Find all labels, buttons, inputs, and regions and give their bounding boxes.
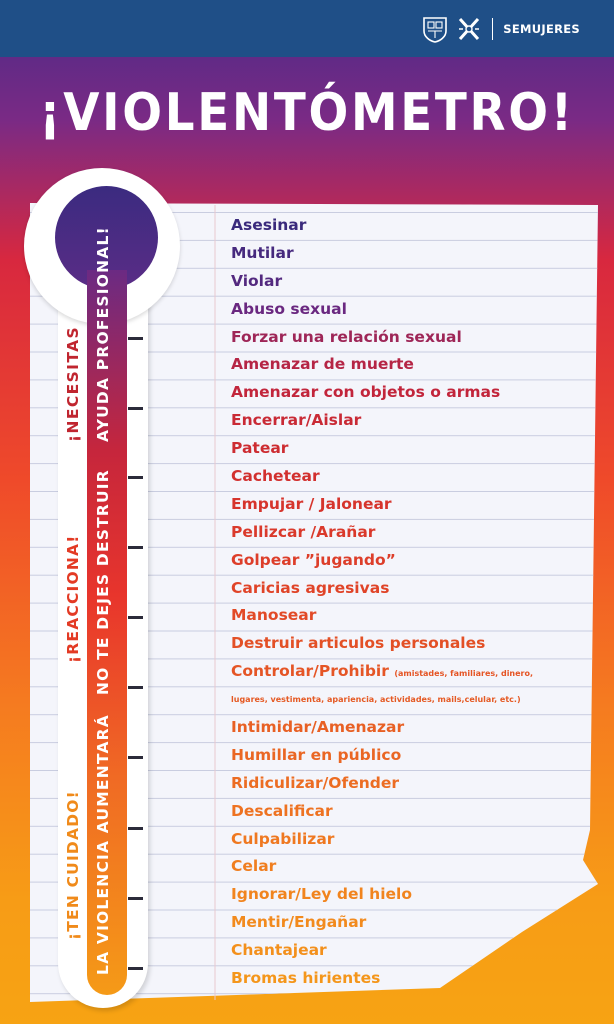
list-item	[231, 435, 591, 463]
list-item	[231, 212, 591, 240]
list-item-text: Amenazar de muerte	[231, 355, 414, 374]
list-item	[231, 630, 591, 658]
list-item	[231, 407, 591, 435]
list-item-text: Encerrar/Aislar	[231, 411, 362, 430]
list-item-text: Forzar una relación sexual	[231, 327, 462, 346]
list-item	[231, 519, 591, 547]
list-item-text: Controlar/Prohibir	[231, 662, 389, 681]
scale-tick	[128, 546, 143, 549]
list-item	[231, 881, 591, 909]
scale-tick	[128, 407, 143, 410]
list-item	[231, 909, 591, 937]
list-item-text: Empujar / Jalonear	[231, 494, 392, 513]
list-item-note: (amistades, familiares, dinero,	[394, 669, 534, 679]
list-item	[231, 463, 591, 491]
list-item-text: Caricias agresivas	[231, 578, 390, 597]
list-item	[231, 686, 591, 714]
label-reacciona: ¡REACCIONA!	[64, 534, 82, 663]
list-item-text: Manosear	[231, 606, 317, 625]
list-item-text: Celar	[231, 857, 277, 876]
list-item	[231, 602, 591, 630]
list-item-text: Pellizcar /Arañar	[231, 522, 376, 541]
list-item	[231, 965, 591, 993]
scale-tick	[128, 827, 143, 830]
list-item-text: Golpear ”jugando”	[231, 550, 396, 569]
list-item	[231, 826, 591, 854]
list-item	[231, 937, 591, 965]
scale-tick	[128, 756, 143, 759]
list-item-text: Ridiculizar/Ofender	[231, 773, 400, 792]
label-necesitas: ¡NECESITAS	[64, 325, 82, 442]
list-item-text: Abuso sexual	[231, 299, 347, 318]
list-item	[231, 770, 591, 798]
list-item-text: Mentir/Engañar	[231, 913, 367, 932]
scale-tick	[128, 897, 143, 900]
list-item	[231, 714, 591, 742]
list-item-text: Chantajear	[231, 941, 327, 960]
list-item-text: Violar	[231, 271, 283, 290]
list-item	[231, 379, 591, 407]
scale-tick	[128, 476, 143, 479]
list-item	[231, 351, 591, 379]
list-item	[231, 240, 591, 268]
list-item-text: Intimidar/Amenazar	[231, 718, 405, 737]
list-item-text: Bromas hirientes	[231, 969, 381, 988]
label-violencia-aumentara: LA VIOLENCIA AUMENTARÁ	[94, 714, 112, 975]
violence-list	[231, 212, 591, 993]
list-item-text: Asesinar	[231, 216, 307, 234]
label-ten-cuidado: ¡TEN CUIDADO!	[64, 790, 82, 940]
list-item-text: Patear	[231, 439, 289, 458]
list-item	[231, 268, 591, 296]
scale-tick	[128, 686, 143, 689]
list-item	[231, 324, 591, 352]
list-item	[231, 798, 591, 826]
label-no-te-dejes-destruir: NO TE DEJES DESTRUIR	[94, 469, 112, 695]
brand-name: SEMUJERES	[503, 22, 580, 36]
list-item	[231, 853, 591, 881]
list-item-text: Amenazar con objetos o armas	[231, 383, 501, 402]
list-item-text: Humillar en público	[231, 745, 402, 764]
list-item-text: Destruir articulos personales	[231, 634, 486, 653]
list-item-text: Cachetear	[231, 467, 320, 486]
page-title: ¡VIOLENTÓMETRO!	[39, 83, 575, 143]
list-item	[231, 658, 591, 686]
scale-tick	[128, 967, 143, 970]
list-item	[231, 575, 591, 603]
list-item-text: lugares, vestimenta, apariencia, actividades, mails,celular, etc.)	[231, 695, 521, 705]
list-item	[231, 296, 591, 324]
scale-tick	[128, 337, 143, 340]
list-item-text: Culpabilizar	[231, 829, 335, 848]
list-item-text: Descalificar	[231, 801, 333, 820]
label-ayuda-profesional: AYUDA PROFESIONAL!	[94, 226, 112, 442]
list-item-text: Ignorar/Ley del hielo	[231, 885, 412, 904]
scale-tick	[128, 616, 143, 619]
list-item	[231, 742, 591, 770]
list-item-text: Mutilar	[231, 243, 294, 262]
list-item	[231, 547, 591, 575]
list-item	[231, 491, 591, 519]
